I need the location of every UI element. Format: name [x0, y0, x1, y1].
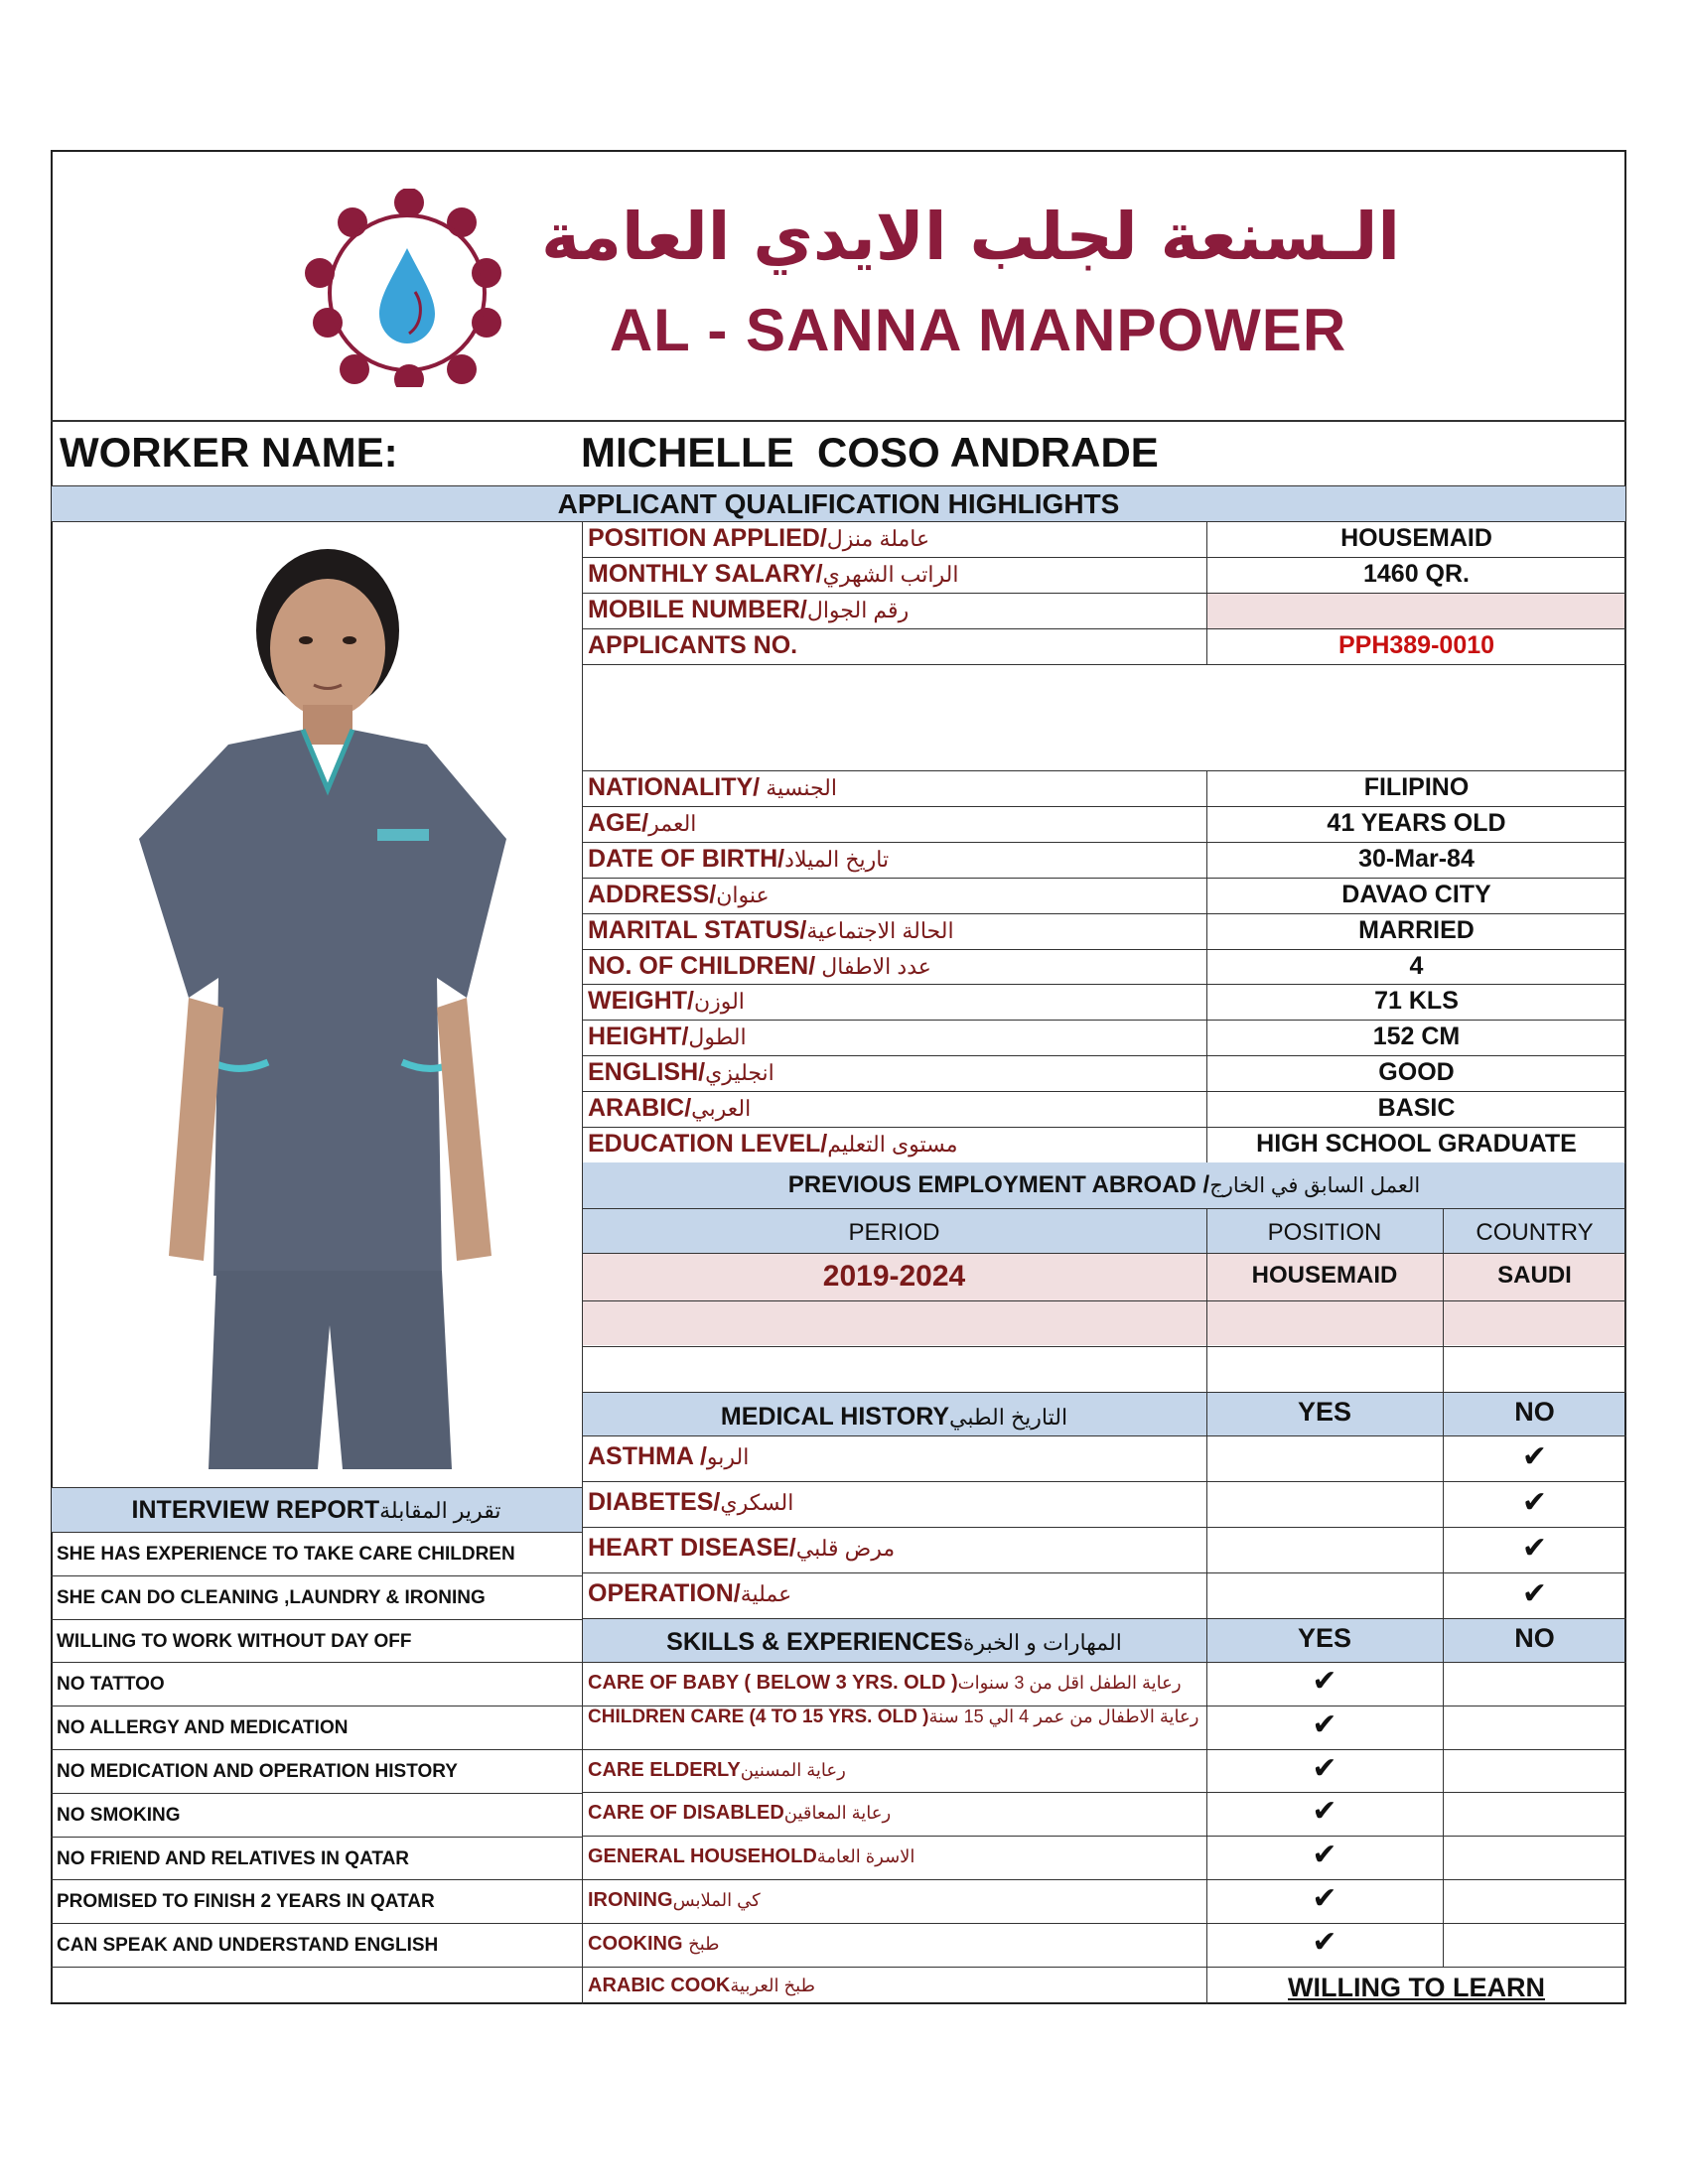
worker-name-label: WORKER NAME: [60, 429, 398, 476]
detail-value: 41 YEARS OLD [1327, 808, 1506, 837]
table-rule [51, 1575, 582, 1576]
interview-title-en: INTERVIEW REPORT [131, 1496, 380, 1524]
medical-item-ar: عملية [740, 1581, 792, 1606]
skill-item [588, 1889, 761, 1912]
table-rule [582, 1527, 1626, 1528]
medical-title-en: MEDICAL HISTORY [720, 1403, 950, 1431]
detail-label-ar: مستوى التعليم [827, 1132, 958, 1157]
detail-value: FILIPINO [1363, 773, 1470, 801]
medical-item [588, 1579, 791, 1608]
table-rule [582, 1253, 1626, 1254]
field-label [588, 524, 929, 553]
table-rule [582, 1572, 1626, 1573]
employment-position: HOUSEMAID [1251, 1262, 1398, 1289]
skill-yes-check: ✔ [1312, 1750, 1337, 1786]
table-rule [1443, 1619, 1444, 1967]
table-rule [582, 1481, 1626, 1482]
medical-item-ar: السكري [720, 1490, 794, 1515]
detail-value: 71 KLS [1374, 987, 1459, 1016]
table-rule [582, 1127, 1626, 1128]
skill-yes-check: ✔ [1312, 1794, 1337, 1830]
interview-item: NO TATTOO [57, 1674, 165, 1696]
medical-item-en: ASTHMA / [588, 1442, 707, 1470]
skill-item-en: CARE OF BABY ( BELOW 3 YRS. OLD ) [588, 1672, 958, 1694]
medical-item-en: HEART DISEASE/ [588, 1534, 796, 1562]
table-rule [582, 557, 1626, 558]
medical-item [588, 1534, 895, 1563]
interview-item: SHE CAN DO CLEANING ,LAUNDRY & IRONING [57, 1586, 486, 1608]
table-rule [1206, 1619, 1207, 1967]
medical-item-en: OPERATION/ [588, 1579, 741, 1607]
arabic-cook-label [588, 1975, 815, 1997]
detail-label [588, 809, 696, 838]
table-rule [582, 1792, 1626, 1793]
table-rule [51, 1532, 582, 1533]
employment-country: SAUDI [1497, 1262, 1572, 1289]
detail-value: GOOD [1378, 1058, 1455, 1087]
skill-item-en: CHILDREN CARE (4 TO 15 YRS. OLD ) [588, 1706, 929, 1727]
detail-label-ar: تاريخ الميلاد [784, 846, 890, 872]
detail-label [588, 1130, 958, 1159]
table-rule [582, 1749, 1626, 1750]
skill-item-en: CARE OF DISABLED [588, 1802, 784, 1825]
employment-header-0: PERIOD [848, 1219, 940, 1246]
detail-label [588, 1023, 747, 1051]
table-rule [582, 1020, 1626, 1021]
skill-item-ar: رعاية الطفل اقل من 3 سنوات [957, 1673, 1182, 1693]
table-rule [51, 1619, 582, 1620]
field-label-ar: عاملة منزل [826, 526, 930, 551]
field-label [588, 560, 958, 589]
table-rule [582, 806, 1626, 807]
table-rule [51, 1662, 582, 1663]
table-rule [51, 1487, 582, 1488]
table-rule [582, 1662, 1626, 1663]
skill-yes-check: ✔ [1312, 1924, 1337, 1960]
table-rule [1206, 1967, 1207, 2004]
employment-title [582, 1171, 1626, 1199]
detail-label [588, 987, 745, 1016]
table-rule [582, 628, 1626, 629]
table-rule [582, 1346, 1626, 1347]
table-rule [582, 770, 1626, 771]
detail-label [588, 1094, 751, 1123]
field-label-ar: رقم الجوال [806, 598, 910, 622]
detail-label [588, 881, 770, 909]
employment-header-2: COUNTRY [1476, 1219, 1594, 1246]
table-rule [582, 984, 1626, 985]
detail-label-ar: العربي [691, 1096, 752, 1122]
table-rule [51, 1879, 582, 1880]
detail-label [588, 773, 837, 802]
interview-item: SHE HAS EXPERIENCE TO TAKE CARE CHILDREN [57, 1544, 515, 1565]
table-rule [582, 1879, 1626, 1880]
field-label-ar: الراتب الشهري [822, 562, 959, 587]
table-rule [51, 1749, 582, 1750]
detail-label-ar: عدد الاطفال [815, 953, 931, 979]
detail-label-en: ADDRESS/ [588, 880, 717, 908]
detail-value: DAVAO CITY [1341, 880, 1491, 908]
table-rule [582, 1091, 1626, 1092]
medical-no-check: ✔ [1521, 1531, 1548, 1566]
arabic-cook-label-ar: طبخ العربية [730, 1975, 815, 1995]
skill-item [588, 1672, 1182, 1695]
detail-label [588, 952, 931, 981]
table-rule [582, 913, 1626, 914]
table-rule [582, 664, 1626, 665]
detail-label [588, 1058, 774, 1087]
table-rule [582, 842, 1626, 843]
field-label-en: MOBILE NUMBER/ [588, 596, 807, 623]
employment-period: 2019-2024 [822, 1260, 966, 1293]
detail-label-ar: الحالة الاجتماعية [806, 917, 954, 943]
medical-item [588, 1488, 793, 1517]
skills-title-ar: المهارات و الخبرة [962, 1630, 1122, 1655]
interview-title-ar: تقرير المقابلة [379, 1498, 501, 1523]
interview-item: NO MEDICATION AND OPERATION HISTORY [57, 1761, 458, 1782]
detail-label-en: NATIONALITY/ [588, 773, 761, 801]
table-rule [51, 1923, 582, 1924]
field-value: HOUSEMAID [1340, 524, 1492, 552]
detail-label-ar: الوزن [693, 989, 745, 1015]
arabic-cook-label-en: ARABIC COOK [588, 1974, 731, 1996]
field-label [588, 631, 797, 660]
skills-title [582, 1628, 1206, 1657]
detail-value: 152 CM [1372, 1023, 1461, 1051]
table-rule [1625, 1162, 1626, 1392]
interview-item: NO ALLERGY AND MEDICATION [57, 1717, 349, 1739]
detail-label-en: NO. OF CHILDREN/ [588, 951, 816, 980]
skill-item-ar: رعاية المعاقين [783, 1803, 892, 1824]
section-title: APPLICANT QUALIFICATION HIGHLIGHTS [557, 488, 1120, 519]
table-rule [582, 1300, 1626, 1301]
table-rule [582, 1055, 1626, 1056]
skill-yes-check: ✔ [1312, 1881, 1337, 1916]
medical-item-ar: الربو [706, 1444, 750, 1469]
field-label-en: MONTHLY SALARY/ [588, 560, 823, 588]
detail-label-en: EDUCATION LEVEL/ [588, 1130, 828, 1158]
medical-no-header: NO [1514, 1397, 1555, 1427]
interview-title [51, 1496, 582, 1525]
table-rule [51, 1793, 582, 1794]
detail-label-en: DATE OF BIRTH/ [588, 844, 785, 873]
applicant-photo [109, 541, 546, 1474]
arabic-cook-value: WILLING TO LEARN [1288, 1972, 1545, 2002]
detail-value: 30-Mar-84 [1358, 844, 1475, 873]
skill-item [588, 1707, 1200, 1726]
skill-item-en: COOKING [588, 1932, 689, 1955]
detail-label-en: ENGLISH/ [588, 1058, 706, 1087]
table-rule [51, 1967, 582, 1968]
interview-item: CAN SPEAK AND UNDERSTAND ENGLISH [57, 1935, 439, 1957]
skill-yes-check: ✔ [1312, 1838, 1337, 1873]
detail-label-ar: انجليزي [705, 1060, 774, 1086]
detail-value: MARRIED [1358, 915, 1475, 944]
medical-no-check: ✔ [1521, 1485, 1548, 1520]
medical-item [588, 1442, 749, 1471]
table-rule [1443, 1208, 1444, 1392]
field-value: 1460 QR. [1362, 560, 1470, 588]
mobile-number-cell [1207, 594, 1624, 628]
detail-value: BASIC [1377, 1094, 1456, 1123]
detail-value: 4 [1409, 951, 1424, 980]
table-rule [582, 1836, 1626, 1837]
table-rule [582, 1435, 1626, 1436]
table-rule [582, 521, 583, 2004]
employment-header-1: POSITION [1267, 1219, 1382, 1246]
employment-title-en: PREVIOUS EMPLOYMENT ABROAD / [787, 1171, 1210, 1198]
interview-item: NO SMOKING [57, 1804, 181, 1826]
employment-title-ar: العمل السابق في الخارج [1209, 1174, 1421, 1197]
skill-item-ar: رعاية المسنين [740, 1759, 846, 1780]
skill-yes-check: ✔ [1312, 1706, 1337, 1742]
field-label-en: APPLICANTS NO. [588, 631, 798, 659]
table-rule [1206, 1393, 1207, 1618]
skill-item-ar: رعاية الاطفال من عمر 4 الي 15 سنة [928, 1706, 1199, 1726]
table-rule [51, 1837, 582, 1838]
company-name-arabic: الـسنعة لجلب الايدي العامة [541, 199, 1400, 275]
detail-label-ar: العمر [648, 810, 697, 836]
worker-name-value: MICHELLE COSO ANDRADE [581, 429, 1159, 476]
medical-title-ar: التاريخ الطبي [949, 1405, 1068, 1430]
skill-item [588, 1802, 891, 1825]
skill-item [588, 1933, 720, 1956]
interview-item: NO FRIEND AND RELATIVES IN QATAR [57, 1847, 410, 1869]
detail-label-ar: عنوان [716, 882, 770, 907]
skill-item-en: IRONING [588, 1889, 673, 1911]
detail-label-en: ARABIC/ [588, 1094, 692, 1123]
medical-item-ar: مرض قلبي [795, 1536, 896, 1561]
skill-item-ar: طبخ [688, 1933, 720, 1954]
detail-label-ar: الطول [688, 1024, 747, 1050]
table-rule [1443, 1393, 1444, 1618]
medical-yes-header: YES [1297, 1397, 1352, 1427]
medical-no-check: ✔ [1521, 1439, 1548, 1474]
medical-title [582, 1403, 1206, 1432]
medical-item-en: DIABETES/ [588, 1488, 721, 1516]
detail-value: HIGH SCHOOL GRADUATE [1256, 1130, 1577, 1158]
detail-label-en: HEIGHT/ [588, 1023, 689, 1051]
skills-yes-header: YES [1297, 1623, 1352, 1653]
detail-label [588, 845, 889, 874]
skill-item [588, 1845, 914, 1868]
interview-item: WILLING TO WORK WITHOUT DAY OFF [57, 1630, 412, 1652]
field-label-en: POSITION APPLIED/ [588, 524, 827, 552]
field-label [588, 596, 909, 624]
table-rule [582, 1923, 1626, 1924]
detail-label-ar: الجنسية [760, 775, 837, 800]
skill-item-en: CARE ELDERLY [588, 1758, 741, 1781]
detail-label [588, 916, 954, 945]
table-rule [582, 593, 1626, 594]
applicant-number: PPH389-0010 [1337, 631, 1495, 659]
skill-item [588, 1759, 846, 1782]
table-rule [1206, 1208, 1207, 1392]
skill-item-ar: كي الملابس [672, 1890, 761, 1910]
skills-title-en: SKILLS & EXPERIENCES [666, 1628, 963, 1656]
table-rule [582, 1208, 1626, 1209]
table-rule [582, 878, 1626, 879]
table-rule [582, 1967, 1626, 1968]
table-rule [582, 949, 1626, 950]
skill-yes-check: ✔ [1312, 1664, 1337, 1699]
skills-no-header: NO [1514, 1623, 1555, 1653]
skill-item-ar: الاسرة العامة [816, 1846, 915, 1867]
detail-label-en: MARITAL STATUS/ [588, 915, 807, 944]
skill-item-en: GENERAL HOUSEHOLD [588, 1845, 817, 1868]
interview-item: PROMISED TO FINISH 2 YEARS IN QATAR [57, 1891, 435, 1913]
medical-no-check: ✔ [1521, 1576, 1548, 1611]
detail-label-en: WEIGHT/ [588, 987, 694, 1016]
detail-label-en: AGE/ [588, 808, 649, 837]
company-name-english: AL - SANNA MANPOWER [609, 297, 1347, 363]
